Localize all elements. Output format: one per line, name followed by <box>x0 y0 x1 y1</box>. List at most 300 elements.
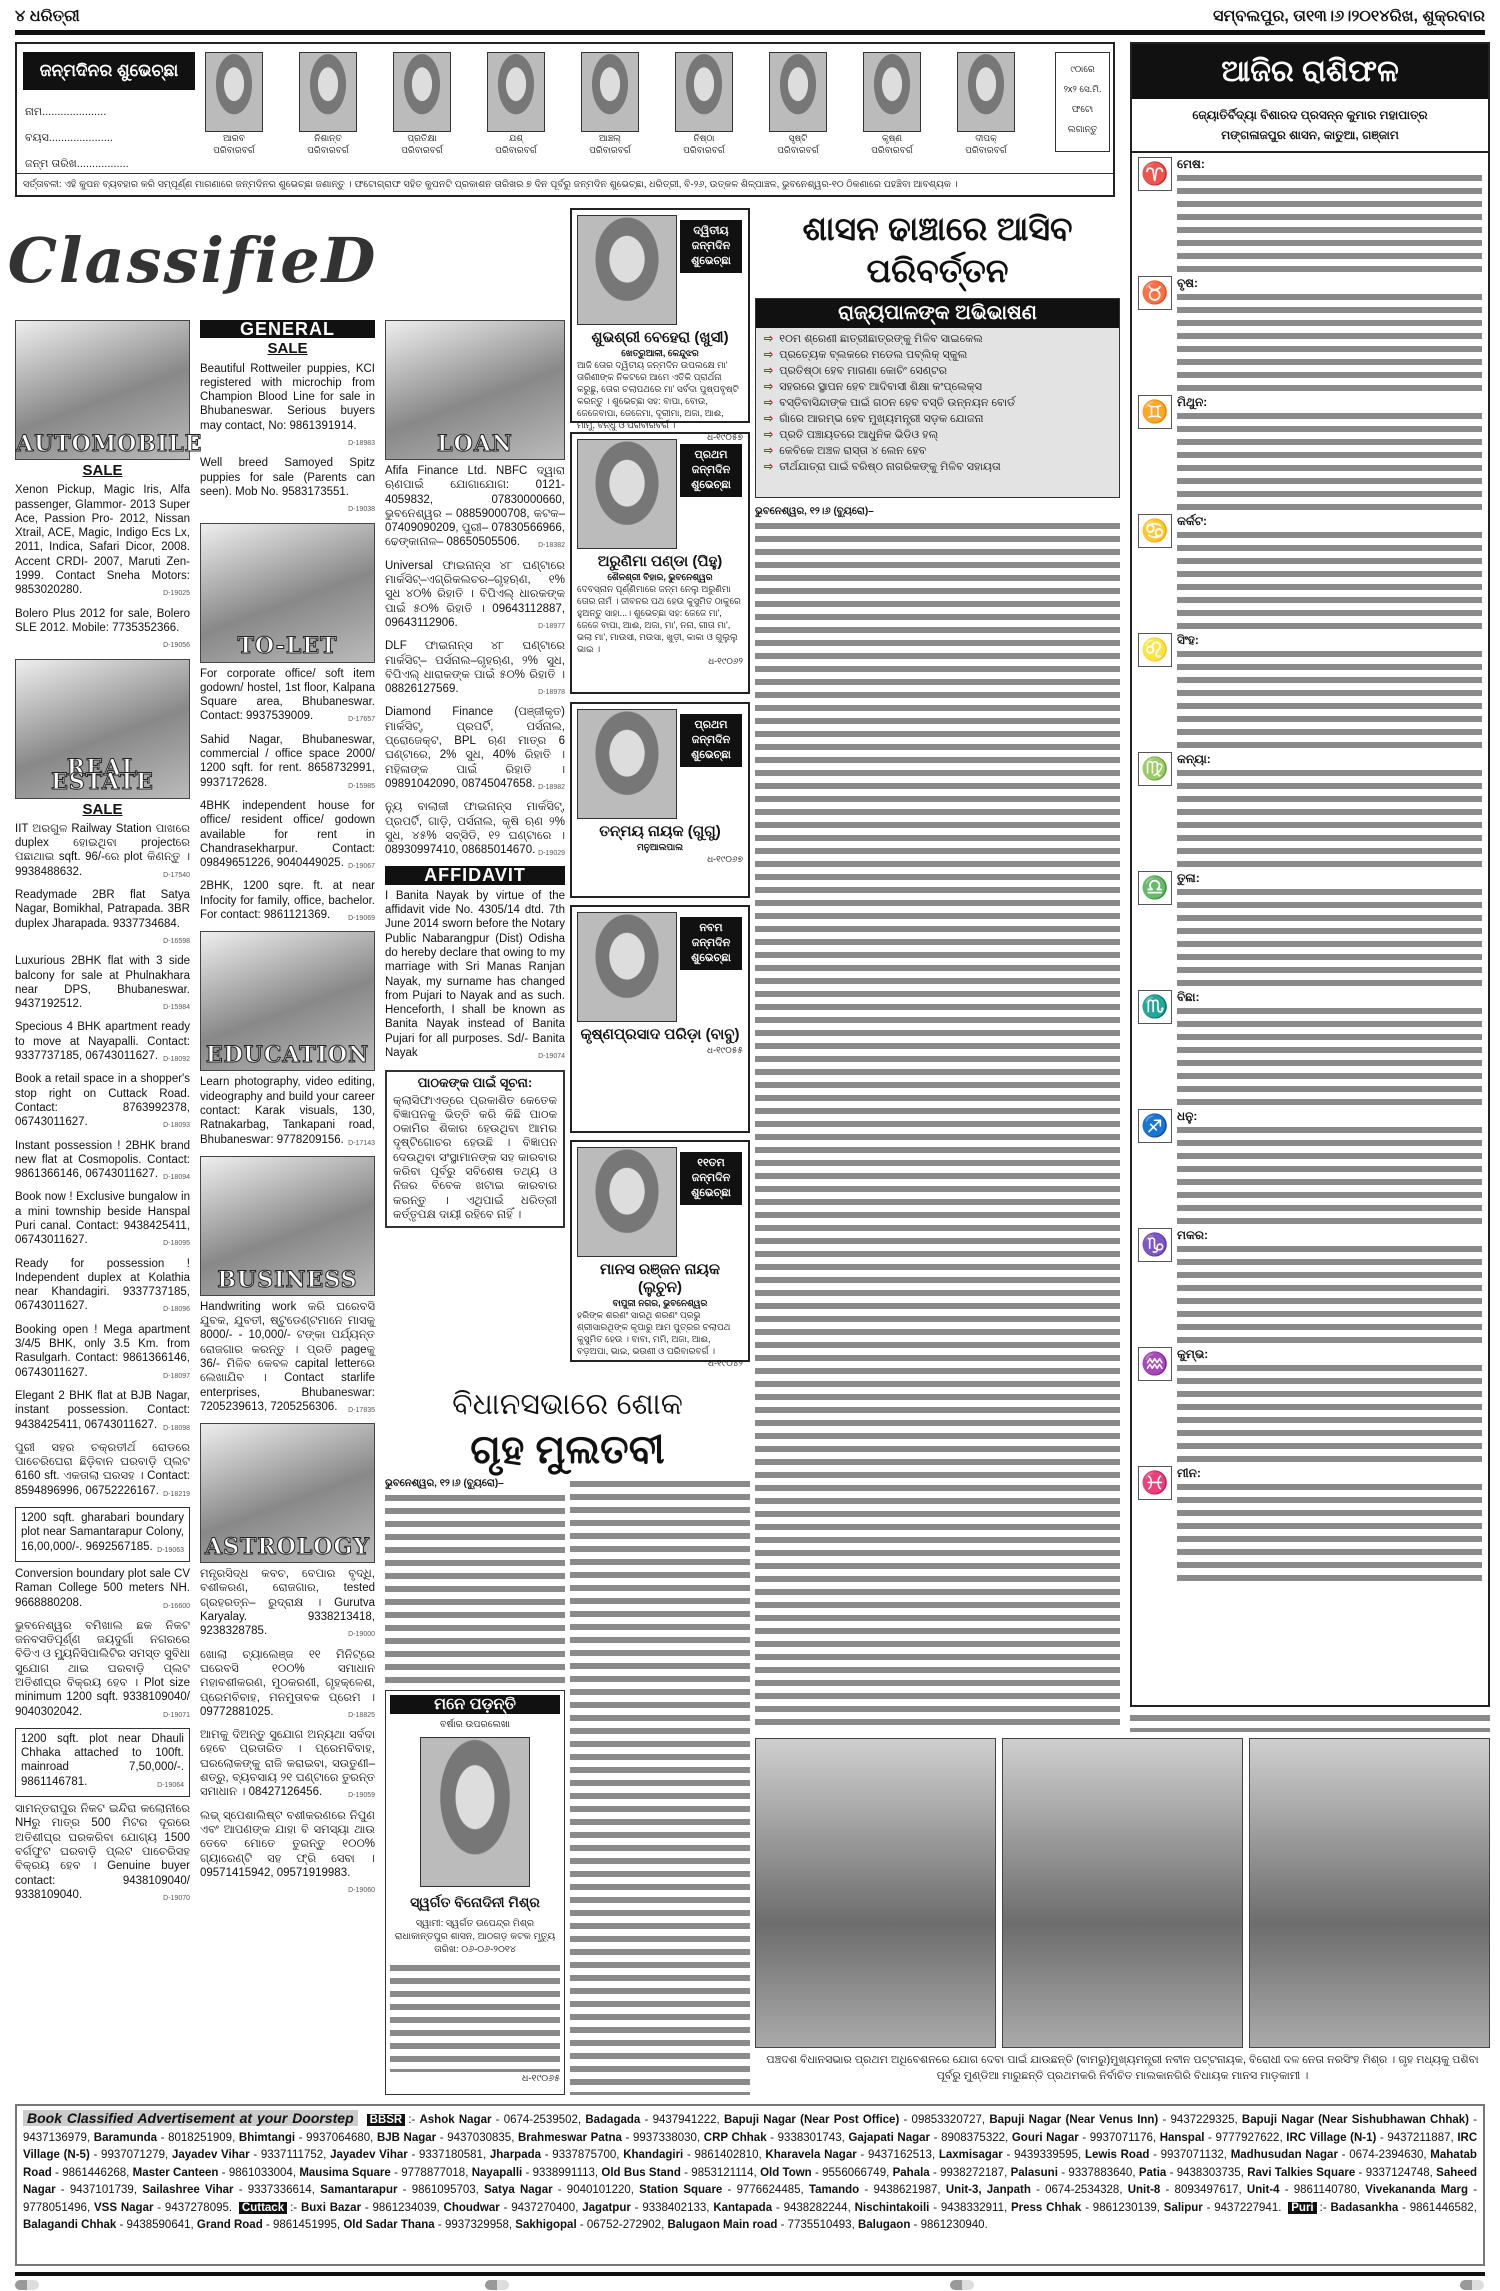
sign-body <box>1177 395 1482 506</box>
booking-location: Khandagiri <box>623 2149 684 2161</box>
sign-body <box>1177 1228 1482 1339</box>
ad-text: ଖୋଲା ଚ୍ୟାଲେଞ୍ଜ ୧୧ ମିନିଟ୍‌ରେ ଘରେବସି ୧୦୦% ସମାଧାନ ମହାବଶୀକରଣ, ମୁଠକରଣୀ, ଗୃହକ୍ଳେଶ, ପ୍ରେମବିବାହ, ମନମୁତାବକ ପ୍ରେମ । 09772881025. <box>200 1648 375 1718</box>
ad-text: 1200 sqft. plot near Dhauli Chhaka attached to 100ft. mainroad 7,50,000/-. 9861146781. <box>21 1732 184 1788</box>
booking-phone: 9937071279 <box>101 2149 166 2161</box>
booking-location: Press Chhak <box>1011 2201 1082 2214</box>
ad-code: D-19063 <box>157 1546 184 1554</box>
booking-location: Salipur <box>1163 2201 1203 2214</box>
ad-code: D-18977 <box>538 622 565 630</box>
booking-phone: 9437211887 <box>1387 2131 1451 2144</box>
horoscope-sign <box>1132 986 1488 1105</box>
kid-name: ନିଷ୍ଠା <box>693 133 715 143</box>
obituary-photo <box>420 1737 530 1887</box>
booking-location: Nischintakoili <box>854 2201 930 2214</box>
second-story-headline <box>385 1385 750 1475</box>
greeting-tag: ନବମ ଜନ୍ମଦିନ ଶୁଭେଚ୍ଛା <box>680 917 742 970</box>
sign-name: ମକର: <box>1177 1228 1208 1242</box>
ad-text: Universal ଫାଇନାନ୍ସ ୪୮ ଘଣ୍ଟାରେ ମାର୍କସିଟ୍–ଏଗ୍ରିକଲଚର–ଗୃହଋଣ, ୧% ସୁଧ ୪୦% ରିହାତି । ବିପିଏଲ୍ ଧାରକଙ୍କ ପାଇଁ ୫୦% ରିହାତି । 09643112887, 09643112906. <box>385 559 565 629</box>
booking-location: Balugaon <box>857 2219 911 2231</box>
ad-text: 2BHK, 1200 sqre. ft. at near Infocity for family, office, bachelor. For contact: 9861121369. <box>200 880 375 922</box>
sign-body <box>1177 633 1482 744</box>
booking-location: Mahatab Road <box>23 2149 1477 2179</box>
main-story-body <box>755 520 1120 1730</box>
category-heading: AFFIDAVIT <box>385 866 565 884</box>
ad-code: D-19059 <box>348 1792 375 1800</box>
booking-location: Badagada <box>585 2114 641 2126</box>
booking-location: Tamando <box>808 2184 860 2196</box>
classified-ad <box>15 1802 190 1906</box>
booking-phone: 9861230139 <box>1092 2201 1157 2214</box>
booking-location: Bhimtangi <box>238 2131 296 2144</box>
birthday-coupon <box>15 42 1115 197</box>
booking-location: Unit-4 <box>1246 2184 1280 2196</box>
ad-code: D-18095 <box>163 1240 190 1248</box>
classified-ad <box>15 954 190 1015</box>
arrow-icon: ⇨ <box>764 365 774 377</box>
ad-text: Beautiful Rottweiler puppies, KCI registered with microchip from Champion Blood Line for sale in Bhubaneswar. Serious buyers may contact, No: 9861391914. <box>200 362 375 432</box>
kid-family-label: ପରିବାରବର୍ଗ <box>589 145 631 155</box>
ad-code: D-18094 <box>163 1174 190 1182</box>
child-name: ତନ୍ମୟ ନାୟକ (ଗୁଗୁ) <box>599 823 721 840</box>
ad-code: D-15985 <box>348 782 375 790</box>
zodiac-icon: ♎ <box>1138 871 1172 905</box>
point-text: ବସ୍ତିବାସିନ୍ଦାଙ୍କ ପାଇଁ ଗଠନ ହେବ ବସ୍ତି ଉନ୍ନୟନ ବୋର୍ଡ <box>779 397 1016 409</box>
category-banner <box>200 523 375 663</box>
classified-ad <box>15 888 190 949</box>
ad-text: Diamond Finance (ପଞ୍ଜୀକୃତ) ମାର୍କସିଟ୍, ପ୍ରପର୍ଟି, ପର୍ସନାଲ, ପ୍ରୋଜେକ୍ଟ, BPL ଋଣ ମାତ୍ର 6 ଘଣ୍ଟାରେ, 2% ସୁଧ, 40% ରିହାତି । ମହିଳାଙ୍କ ପାଇଁ ରିହାତି । 09891042090, 08745047658. <box>385 706 565 790</box>
highlight-point <box>756 395 1119 411</box>
kid-family-label: ପରିବାରବର୍ଗ <box>683 145 725 155</box>
ad-text: 1200 sqft. gharabari boundary plot near Samantarapur Colony, 16,00,000/-. 9692567185. <box>21 1512 184 1553</box>
obituary-title: ମନେ ପଡ଼ନ୍ତି <box>390 1695 560 1714</box>
ad-text: Instant possession ! 2BHK brand new flat at Cosmopolis. Contact: 9861366146, 06743011627. <box>15 1139 190 1181</box>
highlight-point <box>756 411 1119 427</box>
greeting-tag: ପ୍ରଥମ ଜନ୍ମଦିନ ଶୁଭେଚ୍ଛା <box>680 714 742 767</box>
greeting-message: ଦେବସ୍ନାନ ପୂର୍ଣ୍ଣିମାରେ ଜନ୍ମ ନେଲୁ ଅରୁଣିମା ତୋର ନାମଁ । ଜୀବନର ପଥ ହେଉ କୁସୁମିତ ଠାକୁରେ ହୁଅନ୍ତୁ ସାହା...। ଶୁଭେଚ୍ଛା ସହ: ଜେଜେ ମା', ଜେଜେ ବାପା, ଆଈ, ଅଜା, ମା', ନନା, ଗୀତା ମା', ଭଲା ମା', ମାଉସୀ, ମଉସା, ଖୁଡ଼ୀ, କାକା ଓ ଗୁଲୁଲୁ ଭାଇ । <box>577 584 741 654</box>
classified-ad <box>15 1728 190 1797</box>
horoscope-sign <box>1132 272 1488 391</box>
horoscope-title: ଆଜିର ରାଶିଫଳ <box>1132 44 1488 99</box>
arrow-icon: ⇨ <box>764 381 774 393</box>
kid-photo <box>581 52 639 132</box>
booking-location: Old Town <box>760 2166 812 2179</box>
ad-code: D-19038 <box>348 506 375 514</box>
classified-column-1 <box>15 320 203 1911</box>
booking-phone: 8093497617 <box>1174 2184 1239 2196</box>
classified-ad <box>200 667 375 728</box>
classified-ad <box>385 800 565 861</box>
booking-location: Jayadev Vihar <box>330 2149 408 2161</box>
kid-name: ଯଶ୍ <box>509 133 523 143</box>
classified-booking-footer: Book Classified Advertisement at your Doorstep BBSR :- Ashok Nagar - 0674-2539502, Badagada - 9437941222, Bapuji Nagar (Near Post Office) - 09853320727, Bapuji Nagar (Near Venus Inn) - 9437229325, Bapuji Nagar (Near Sishubhawan Chhak) - 9437136979, Baramunda - 8018251909, Bhimtangi - 9937064680, BJB Nagar - 9437030835, Brahmeswar Patna - 9937338030, CRP Chhak - 9338301743, Gajapati Nagar - 8908375322, Gouri Nagar - 9937071176, Hanspal - 9777927622, IRC Village (N-1) - 9437211887, IRC Village (N-5) - 9937071279, Jayadev Vihar - 9337111752, Jayadev Vihar - 9337180581, Jharpada - 9337875700, Khandagiri - 9861402810, Kharavela Nagar - 9437162513, Laxmisagar - 9439339595, Lewis Road - 9937071132, Madhusudan Nagar - 0674-2394630, Mahatab Road - 9861446268, Master Canteen - 9861033004, Mausima Square - 9778877018, Nayapalli - 9338991113, Old Bus Stand - 9853121114, Old Town - 9556066749, Pahala - 9938272187, Palasuni - 9337883640, Patia - 9438303735, Ravi Talkies Square - 9337124748, Saheed Nagar - 9437101739, Sailashree Vihar - 9337336614, Samantarapur - 9861095703, Satya Nagar - 9040101220, Station Square - 9776624485, Tamando - 9438621987, Unit-3, Janpath - 0674-2534328, Unit-8 - 8093497617, Unit-4 - 9861140780, Vivekananda Marg - 9778051496, VSS Nagar - 9437278095. Cuttack :- Buxi Bazar - 9861234039, Choudwar - 9437270400, Jagatpur - 9338402133, Kantapada - 9438282244, Nischintakoili - 9438332911, Press Chhak - 9861230139, Salipur - 9437227941. Puri :- Badasankha - 9861446582, Balagandi Chhak - 9438590641, Grand Road - 9861451995, Old Sadar Thana - 9937329958, Sakhigopal - 06752-272902, Balugaon Main road - 7735510493, Balugaon - 9861230940. <box>15 2104 1485 2266</box>
arrow-icon: ⇨ <box>764 397 774 409</box>
booking-phone: 8018251909 <box>168 2131 233 2144</box>
classified-ad <box>15 1190 190 1251</box>
horoscope-sign <box>1132 1105 1488 1224</box>
classified-ad <box>200 1809 375 1899</box>
booking-location: Ravi Talkies Square <box>1247 2166 1356 2179</box>
kid-family-label: ପରିବାରବର୍ଗ <box>871 145 913 155</box>
section-subheading: SALE <box>82 800 123 818</box>
ad-code: ଧ-୧୯୦୬୭ <box>707 854 743 864</box>
zodiac-icon: ♍ <box>1138 752 1172 786</box>
kid-photo <box>769 52 827 132</box>
ad-text: ସାମନ୍ତରାପୁର ନିକଟ ଇନ୍ଦିରା କଲୋନୀରେ NHରୁ ମାତ୍ର 500 ମିଟର ଦୂରରେ ଅତିଶୀଘ୍ର ଘରକରିବା ଯୋଗ୍ୟ 1500 ବର୍ଗଫୁଟ ଘରବାଡ଼ି ପ୍ଲଟ ପାଚେରିସହ ବିକ୍ରୟ ହେବ । Genuine buyer contact: 9438109040/ 9338109040. <box>15 1803 190 1901</box>
booking-location: Nayapalli <box>471 2166 523 2179</box>
ad-code: D-18219 <box>163 1490 190 1498</box>
banner-label: LOAN <box>437 430 513 457</box>
obituary-name: ସ୍ୱର୍ଗତ ବିନୋଦିନୀ ମିଶ୍ର <box>410 1894 540 1910</box>
booking-location: Kharavela Nagar <box>765 2149 857 2161</box>
point-text: ପ୍ରତିଷ୍ଠା ହେବ ମାଗଣା କୋଚିଂ ସେଣ୍ଟର <box>779 365 948 377</box>
horoscope-sign <box>1132 391 1488 510</box>
kid-name: ଆରବ <box>223 133 245 143</box>
child-address: ଶୈଳଶ୍ରୀ ବିହାର, ଭୁବନେଶ୍ୱର <box>607 572 713 582</box>
sign-text <box>1177 1362 1482 1462</box>
booking-location: Bapuji Nagar (Near Venus Inn) <box>989 2114 1159 2126</box>
booking-phone: 9437101739 <box>69 2184 134 2196</box>
section-subheading: SALE <box>82 462 123 479</box>
booking-location: Samantarapur <box>320 2184 398 2196</box>
point-text: ସହରରେ ସ୍ଥାପନ ହେବ ଆଦିବାସୀ ଶିକ୍ଷା କଂପ୍ଲେକ୍ସ <box>779 381 982 393</box>
photo-mla-bowing <box>1249 1738 1490 2048</box>
ad-code: D-17835 <box>348 1406 375 1414</box>
second-story-dateline: ଭୁବନେଶ୍ୱର, ୧୨।୬ (ବ୍ୟୁରୋ)– <box>385 1478 504 1489</box>
highlight-point <box>756 427 1119 443</box>
greeting-tag: ୧୧ତମ ଜନ୍ମଦିନ ଶୁଭେଚ୍ଛା <box>680 1152 742 1205</box>
sign-name: ମିଥୁନ: <box>1177 395 1208 409</box>
sign-body <box>1177 1347 1482 1458</box>
ad-text: Bolero Plus 2012 for sale, Bolero SLE 2012. Mobile: 7735352366. <box>15 607 190 634</box>
photo-note <box>1055 52 1110 152</box>
point-text: ଗାଁରେ ଆରମ୍ଭ ହେବ ମୁଖ୍ୟମନ୍ତ୍ରୀ ସଡ଼କ ଯୋଜନା <box>779 413 984 425</box>
ad-text: ନ୍ୟୁ ବାଲାଜୀ ଫାଇନାନ୍ସ ମାର୍କସିଟ୍, ପ୍ରପର୍ଟି, ଗାଡ଼ି, ପର୍ସନାଲ, କୃଷି ଋଣ ୨% ସୁଧ, ୪୫% ସବ୍‌ସିଡି, ୧୨ ଘଣ୍ଟାରେ । 08930997410, 08685014670. <box>385 801 565 857</box>
birthday-kid <box>957 52 1015 156</box>
greeting-tag: ପ୍ରଥମ ଜନ୍ମଦିନ ଶୁଭେଚ୍ଛା <box>680 444 742 497</box>
classified-ad <box>200 733 375 794</box>
booking-phone: 9861140780 <box>1293 2184 1357 2196</box>
booking-phone: 7735510493 <box>787 2219 852 2231</box>
horoscope-byline <box>1132 99 1488 153</box>
classified-ad <box>15 1139 190 1186</box>
booking-location: Kantapada <box>713 2201 773 2214</box>
registration-mark <box>15 2280 39 2290</box>
arrow-icon: ⇨ <box>764 349 774 361</box>
kid-photo <box>205 52 263 132</box>
banner-label: BUSINESS <box>217 1266 358 1293</box>
booking-phone: 9861095703 <box>411 2184 476 2196</box>
headline-kicker: ବିଧାନସଭାରେ ଶୋକ <box>452 1388 683 1421</box>
ad-text: Book a retail space in a shopper's stop right on Cuttack Road. Contact: 8763992378, 06743011627. <box>15 1073 190 1129</box>
ad-text: ପୁରୀ ସହର ଚକ୍ରତୀର୍ଥ ରୋଡରେ ପାଚେରିଘେରା ଛିଡ଼ିବାନ ଘରବାଡ଼ି ପ୍ଲଟ 6160 sft. ଏକତାଲା ଘରସହ । Contact: 8594896996, 06752226167. <box>15 1441 190 1497</box>
child-name: ଅରୁଣିମା ପଣ୍ଡା (ପିହୁ) <box>597 553 723 570</box>
birthday-ad <box>570 1140 750 1368</box>
child-photo <box>577 439 677 549</box>
banner-label: TO-LET <box>237 633 338 660</box>
ad-text: Conversion boundary plot sale CV Raman College 500 meters NH. 9668880208. <box>15 1567 190 1609</box>
zodiac-icon: ♊ <box>1138 395 1172 429</box>
booking-location: Pahala <box>892 2166 930 2179</box>
kid-name: ନିଶାନ୍ତ <box>314 133 342 143</box>
birthday-ad <box>570 208 750 442</box>
kid-name: ଦୀପକ୍ <box>975 133 997 143</box>
child-photo <box>577 912 677 1022</box>
zodiac-icon: ♑ <box>1138 1228 1172 1262</box>
booking-phone: 0674-2534328 <box>1045 2184 1120 2196</box>
booking-phone: 9337883640 <box>1068 2166 1133 2179</box>
obituary-body <box>390 1962 560 2072</box>
booking-phone: 9937329958 <box>444 2219 509 2231</box>
booking-phone: 9937071132 <box>1160 2149 1224 2161</box>
booking-phone: 0674-2394630 <box>1349 2149 1424 2161</box>
obituary-intro: ବର୍ଷାର ଉପରଲେଖା <box>439 1719 510 1730</box>
ad-code: D-19071 <box>163 1711 190 1719</box>
city-label: BBSR <box>367 2114 406 2126</box>
child-photo <box>577 215 677 325</box>
birthday-ad <box>570 905 750 1133</box>
classified-ad <box>15 1441 190 1502</box>
notice-text: କ୍ଲାସିଫାଏଡ୍‌ରେ ପ୍ରକାଶିତ କେତେକ ବିଜ୍ଞାପନକୁ ଭିତ୍ତି କରି କିଛି ପାଠକ ଠକାମିର ଶିକାର ହେଉଥିବା ଆମର ଦୃଷ୍ଟିଗୋଚର ହେଉଛି । ବିଜ୍ଞାପନ ଦେଉଥିବା ସଂସ୍ଥାମାନଙ୍କ ସହ କାରବାର କରିବା ପୂର୍ବରୁ ସବିଶେଷ ତଥ୍ୟ ଓ ନିଜର ବିବେକ ଖଟାଇ କାରବାର କରନ୍ତୁ । ଏଥିପାଇଁ ଧରିତ୍ରୀ କର୍ତ୍ତୃପକ୍ଷ ଦାୟୀ ରହିବେ ନାହିଁ । <box>393 1094 557 1221</box>
booking-phone: 9778877018 <box>401 2166 466 2179</box>
horoscope-panel <box>1130 42 1490 1707</box>
classified-ad <box>15 1257 190 1318</box>
booking-phone: 9040101220 <box>566 2184 631 2196</box>
classified-ad <box>200 1728 375 1803</box>
bottom-rule <box>15 2272 1485 2276</box>
booking-phone: 9437941222 <box>652 2114 717 2126</box>
booking-location: Buxi Bazar <box>300 2201 362 2214</box>
booking-location: Vivekananda Marg <box>1365 2184 1469 2196</box>
header-rule <box>15 30 1485 35</box>
category-banner <box>200 931 375 1071</box>
booking-location: Madhusudan Nagar <box>1230 2149 1338 2161</box>
sign-name: କନ୍ୟା: <box>1177 752 1211 766</box>
classified-ad <box>15 1567 190 1614</box>
sign-name: ମେଷ: <box>1177 157 1205 171</box>
greeting-message: ଆଜି ତୋର ଦ୍ୱିତୀୟ ଜନ୍ମଦିନ ଉପଲକ୍ଷେ ମା' ତାରିଣୀଙ୍କ ନିକଟରେ ଆମେ ଏତିକି ପ୍ରାର୍ଥନା କରୁଛୁ, ତୋର ଚଲାପଥରେ ମା' ସର୍ବଦା ପୁଷ୍ପବୃଷ୍ଟି କରନ୍ତୁ । ଶୁଭେଚ୍ଛା ସହ: ବାପା, ବୋଉ, ଜେଜେବାପା, ଜେଜେମା, ଦୂରୀମା, ଅଜା, ଆଈ, ମାମୁ, ବନ୍ଧୁ ଓ ପରିବାରବର୍ଗ । <box>577 360 739 430</box>
assembly-photos <box>755 1738 1490 2048</box>
classified-ad <box>15 1020 190 1067</box>
booking-location: Lewis Road <box>1084 2149 1150 2161</box>
booking-phone: 9438332911 <box>940 2201 1004 2214</box>
point-text: ୧୦ମ ଶ୍ରେଣୀ ଛାତ୍ରୀଛାତ୍ରଙ୍କୁ ମିଳିବ ସାଇକେଲ <box>779 333 983 345</box>
zodiac-icon: ♏ <box>1138 990 1172 1024</box>
kid-family-label: ପରିବାରବର୍ଗ <box>495 145 537 155</box>
ad-code: ଧ-୧୯୦୪୨ <box>707 1358 743 1368</box>
obituary <box>385 1690 565 2095</box>
booking-location: Patia <box>1138 2166 1167 2179</box>
name-field: ନାମ..................... <box>25 106 107 118</box>
sign-text <box>1177 1481 1482 1581</box>
kid-name: ଆଞ୍ଚଲ୍ <box>599 133 621 143</box>
ad-code: D-18097 <box>163 1372 190 1380</box>
sign-text <box>1177 648 1482 748</box>
classified-ad <box>385 464 565 554</box>
astrologer-name: ଜ୍ୟୋତିର୍ବିଦ୍ୟା ବିଶାରଦ ପ୍ରସନ୍ନ କୁମାର ମହାପାତ୍ର <box>1192 108 1428 122</box>
sign-text <box>1177 886 1482 986</box>
kid-family-label: ପରିବାରବର୍ଗ <box>213 145 255 155</box>
booking-phone: 9438621987 <box>873 2184 938 2196</box>
highlight-point <box>756 459 1119 475</box>
classified-ad <box>385 705 565 795</box>
kid-family-label: ପରିବାରବର୍ଗ <box>401 145 443 155</box>
birthday-kid <box>205 52 263 156</box>
ad-code: D-19000 <box>348 1631 375 1639</box>
booking-phone: 9337111752 <box>260 2149 324 2161</box>
booking-phone: 9337180581 <box>419 2149 483 2161</box>
ad-text: ଭୁବନେଶ୍ୱର ବମିଖାଲ ଛକ ନିକଟ ଜନବସତିପୂର୍ଣ୍ଣ ଜୟଦୁର୍ଗା ନଗରରେ ବିଡିଏ ଓ ମ୍ୟୁନିସିପାଲିଟିର ସମସ୍ତ ସୁବିଧା ସୁଯୋଗ ଥାଇ ଘରବାଡ଼ି ପ୍ଲଟ ଅତିଶୀଘ୍ର ବିକ୍ରୟ ହେବ । Plot size minimum 1200 sqft. 9338109040/ 9040302042. <box>15 1619 190 1718</box>
birthday-kid <box>769 52 827 156</box>
child-address: ବାପୁଜୀ ନଗର, ଭୁବନେଶ୍ୱର <box>612 1298 708 1308</box>
booking-location: Gajapati Nagar <box>848 2131 931 2144</box>
booking-phone: 9777927622 <box>1215 2131 1280 2144</box>
ad-code: D-18093 <box>163 1122 190 1130</box>
highlight-point <box>756 379 1119 395</box>
birthday-kid <box>393 52 451 156</box>
dob-field: ଜନ୍ମ ତାରିଖ................. <box>25 158 129 170</box>
horoscope-sign <box>1132 1224 1488 1343</box>
booking-phone: 9338301743 <box>777 2131 842 2144</box>
booking-location: Satya Nagar <box>484 2184 553 2196</box>
ad-code: D-19056 <box>163 642 190 650</box>
sign-body <box>1177 871 1482 982</box>
sign-body <box>1177 1466 1482 1577</box>
booking-location: Gouri Nagar <box>1011 2131 1079 2144</box>
booking-phone: 9861446582 <box>1409 2201 1474 2214</box>
point-text: ପ୍ରତି ପଞ୍ଚାୟତରେ ଆଧୁନିକ ଭିଡିଓ ହଲ୍ <box>779 429 939 441</box>
classified-ad <box>15 607 190 654</box>
booking-location: VSS Nagar <box>94 2201 154 2214</box>
booking-phone: 9861033004 <box>228 2166 293 2179</box>
photo-opposition-leader <box>1002 1738 1243 2048</box>
classified-ad <box>200 456 375 517</box>
greeting-message: ହରିଙ୍କ ଶରଣଂ ସାରଥି ଶରଣଂ ପ୍ରଭୁ ଶ୍ରୀସାରଥିଙ୍କ କୃପାରୁ ଆମ ପୁତ୍ରର ଚଲାପଥ କୁସୁମିତ ହେଉ । ବାବା, ମମି, ଅଜା, ଆଈ, ବଡ଼ଅପା, ଭାଇ, ଭଉଣୀ ଓ ପରିବାରବର୍ଗ । <box>577 1310 731 1356</box>
ad-text: IIT ଅରଗୁଳ Railway Station ପାଖରେ duplex ହୋଇଥିବା projectରେ ପଛାଥାଇ sqft. 96/-ରେ plot କିଣନ୍ତୁ । 9938488632. <box>15 822 190 878</box>
child-photo <box>577 1147 677 1257</box>
horoscope-sign <box>1132 748 1488 867</box>
category-banner <box>200 1156 375 1296</box>
city-label: Puri <box>1288 2202 1316 2214</box>
sign-text <box>1177 1243 1482 1343</box>
ad-code: D-19060 <box>348 1887 375 1895</box>
sign-body <box>1177 1109 1482 1220</box>
birthday-ad <box>570 702 750 898</box>
horoscope-sign <box>1132 153 1488 272</box>
birthday-kid <box>863 52 921 156</box>
classified-ad <box>385 559 565 634</box>
ad-code: D-19074 <box>538 1052 565 1060</box>
booking-location: Bapuji Nagar (Near Sishubhawan Chhak) <box>1241 2114 1470 2126</box>
classified-ad <box>200 879 375 926</box>
child-name: ମାନସ ରଞ୍ଜନ ନାୟକ (ଲୁଚୁନ) <box>599 1261 721 1296</box>
zodiac-icon: ♉ <box>1138 276 1172 310</box>
kid-family-label: ପରିବାରବର୍ଗ <box>777 145 819 155</box>
classified-ad <box>385 889 565 1065</box>
sign-text <box>1177 1124 1482 1224</box>
dateline: ସମ୍ବଲପୁର, ତା୧୩।୬।୨୦୧୪ରିଖ, ଶୁକ୍ରବାର <box>1213 8 1485 25</box>
booking-phone: 9438282244 <box>783 2201 848 2214</box>
second-story-body-col2 <box>570 1478 750 2095</box>
ad-text: 4BHK independent house for office/ resident office/ godown available for rent in Chandrasekharpur. Contact: 09849651226, 9040449025. <box>200 799 375 870</box>
photo-caption: ପଞ୍ଚଦଶ ବିଧାନସଭାର ପ୍ରଥମ ଅଧିବେଶନରେ ଯୋଗ ଦେବା ପାଇଁ ଯାଉଛନ୍ତି (ବାମରୁ)ମୁଖ୍ୟମନ୍ତ୍ରୀ ନବୀନ ପଟ୍ଟନାୟକ, ବିରୋଧୀ ଦଳ ନେତା ନରସିଂହ ମିଶ୍ର । ଗୃହ ମଧ୍ୟକୁ ପଶିବା ପୂର୍ବରୁ ମୁଣ୍ଡିଆ ମାରୁଛନ୍ତି ପ୍ରଥମକରି ନିର୍ବାଚିତ ମାଲକାନଗିରି ବିଧାୟକ ମାନସ ମାଡ଼କାମୀ । <box>766 2054 1479 2082</box>
horoscope-sign <box>1132 1462 1488 1581</box>
age-field: ବୟସ..................... <box>25 132 113 144</box>
ad-text: Readymade 2BR flat Satya Nagar, Bomikhal, Patrapada. 3BR duplex Jharapada. 9337734684. <box>15 889 190 930</box>
booking-location: Badasankha <box>1330 2201 1399 2214</box>
booking-phone: 9861451995 <box>272 2219 337 2231</box>
ad-code: D-19064 <box>157 1781 184 1789</box>
zodiac-icon: ♋ <box>1138 514 1172 548</box>
footer-heading: Book Classified Advertisement at your Doorstep <box>23 2110 358 2126</box>
booking-phone: 9861446268 <box>62 2166 127 2179</box>
booking-phone: 9439339595 <box>1014 2149 1079 2161</box>
kid-family-label: ପରିବାରବର୍ଗ <box>965 145 1007 155</box>
ad-text: Afifa Finance Ltd. NBFC ଦ୍ୱାରା ଋଣପାଇଁ ଯୋଗାଯୋଗ: 0121- 4059832, 07830000660, ଭୁବନେଶ୍ୱର – 08859000708, କଟକ– 07409090209, ପୁରୀ– 07830566966, ଢେଙ୍କାନାଳ– 08650505506. <box>385 465 565 549</box>
sign-body <box>1177 157 1482 268</box>
notice-title: ପାଠକଙ୍କ ପାଇଁ ସୂଚନା: <box>417 1075 533 1091</box>
booking-location: Unit-8 <box>1127 2184 1161 2196</box>
photo-chief-minister <box>755 1738 996 2048</box>
obituary-text: ସ୍ୱାମୀ: ସ୍ୱର୍ଗତ ଉପେନ୍ଦ୍ର ମିଶ୍ର ରାଧାକାନ୍ତପୁର ଶାସନ, ଆଠଗଡ଼ କଟକ ମୃତ୍ୟୁ ତାରିଖ: ୦୬-୦୬-୨୦୧୪ <box>394 1918 556 1955</box>
coupon-terms: ସର୍ତ୍ତାବଳୀ: ଏହି କୁପନ ବ୍ୟବହାର କରି ସମ୍ପୂର୍ଣ୍ଣ ମାଗଣାରେ ଜନ୍ମଦିନର ଶୁଭେଚ୍ଛା ଜଣାନ୍ତୁ । ଫଟୋଗ୍ରାଫ ସହିତ କୁପନଟି ପ୍ରକାଶନ ତାରିଖର ୭ ଦିନ ପୂର୍ବରୁ ଜନ୍ମଦିନ ଶୁଭେଚ୍ଛା, ଧରିତ୍ରୀ, ବି-୨୬, ଉତ୍କଳ ଶିଳ୍ପାଞ୍ଚଳ, ଭୁବନେଶ୍ୱର-୧୦ ଠିକଣାରେ ପହଞ୍ଚିବା ଆବଶ୍ୟକ । <box>17 173 1113 195</box>
booking-phone: 09853320727 <box>911 2114 982 2126</box>
sign-name: ତୁଳା: <box>1177 871 1200 885</box>
booking-location: Balugaon Main road <box>667 2219 778 2231</box>
classified-ad <box>15 1619 190 1723</box>
booking-phone: 9776624485 <box>736 2184 801 2196</box>
booking-phone: 9338402133 <box>642 2201 707 2214</box>
child-name: ଶୁଭଶ୍ରୀ ବେହେରା (ଖୁସୀ) <box>591 329 729 346</box>
booking-phone: 9438303735 <box>1176 2166 1241 2179</box>
booking-phone: 9437278095 <box>164 2201 229 2214</box>
kid-photo <box>299 52 357 132</box>
note-line: ୨x୨ ସେ.ମି. <box>1063 84 1102 94</box>
classified-ad <box>15 1507 190 1562</box>
booking-location: Jayadev Vihar <box>171 2149 250 2161</box>
booking-phone: 0674-2539502 <box>503 2114 578 2126</box>
booking-location: Saheed Nagar <box>23 2166 1478 2196</box>
booking-phone: 9338991113 <box>532 2166 595 2179</box>
banner-label: EDUCATION <box>205 1042 370 1069</box>
booking-location: BJB Nagar <box>376 2131 437 2144</box>
category-banner <box>15 320 203 460</box>
kid-name: କୃଷ୍ଣ <box>881 133 903 143</box>
arrow-icon: ⇨ <box>764 429 774 441</box>
sign-name: କୁମ୍ଭ: <box>1177 1347 1209 1361</box>
booking-phone: 9438590641 <box>126 2219 191 2231</box>
classified-ad <box>15 1389 190 1436</box>
booking-phone: 06752-272902 <box>586 2219 662 2231</box>
booking-location: IRC Village (N-5) <box>23 2131 1478 2161</box>
classified-ad <box>200 1075 375 1150</box>
booking-location: Palasuni <box>1010 2166 1058 2179</box>
sign-body <box>1177 990 1482 1101</box>
sign-text <box>1177 767 1482 867</box>
booking-location: Jagatpur <box>582 2201 631 2214</box>
ad-text: Elegant 2 BHK flat at BJB Nagar, instant possession. Contact: 9438425411, 06743011627. <box>15 1389 190 1431</box>
ad-text: ଆମକୁ ଦିଅନ୍ତୁ ସୁଯୋଗ ଅନ୍ୟଥା ସର୍ବଦା ହେବେ ପ୍ରତାରିତ । ପ୍ରେମବିବାହ, ଘରଲୋକଙ୍କୁ ରାଜି କରାଇବା, ସଉତୁଣୀ– ଶତ୍ରୁ, ବ୍ୟବସାୟ ୨୧ ଘଣ୍ଟାରେ ତୁରନ୍ତ ସମାଧାନ । 08427126456. <box>200 1729 375 1799</box>
classified-ad <box>200 1567 375 1642</box>
horoscope-sign <box>1132 867 1488 986</box>
ad-text: Sahid Nagar, Bhubaneswar, commercial / office space 2000/ 1200 sqft. for rent. 8658732991, 9937172628. <box>200 733 375 789</box>
booking-location: Old Bus Stand <box>601 2166 681 2179</box>
banner-label: REAL ESTATE <box>51 754 154 796</box>
booking-location: IRC Village (N-1) <box>1286 2131 1377 2144</box>
kid-photo <box>393 52 451 132</box>
horoscope-sign <box>1132 510 1488 629</box>
birthday-ad <box>570 432 750 694</box>
arrow-icon: ⇨ <box>764 413 774 425</box>
